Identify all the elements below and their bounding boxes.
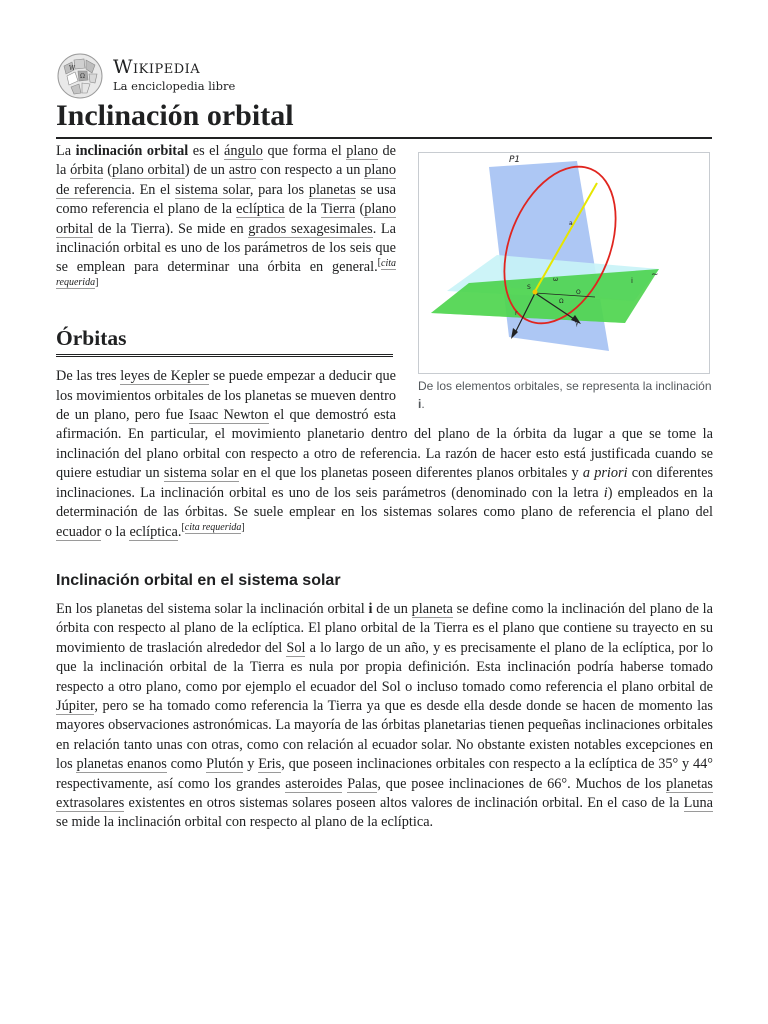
svg-text:Ω: Ω [80,73,85,80]
site-tagline: La enciclopedia libre [113,79,236,93]
label-o: O [576,289,581,296]
article-link[interactable]: Palas [347,775,378,792]
orbital-elements-image[interactable] [418,152,710,374]
article-content [56,142,713,833]
citation-needed[interactable]: [cita requerida] [181,521,245,533]
article-link[interactable]: planeta [411,600,453,617]
article-link[interactable]: Isaac Newton [188,407,269,424]
article-link[interactable]: plano [346,143,378,159]
label-gamma: γ [575,320,579,327]
article-link[interactable]: astro [228,162,257,179]
article-link[interactable]: eclíptica [129,523,178,540]
article-link[interactable]: plano de referencia [56,162,396,198]
label-tilde: ∼ [651,270,659,280]
orbital-elements-diagram [419,153,709,373]
article-link[interactable]: grados sexagesimales [248,220,373,237]
site-wordmark[interactable]: Wikipedia [113,56,201,78]
article-link[interactable]: planetas extrasolares [56,775,713,811]
article-link[interactable]: plano orbital [56,201,397,237]
label-omega: ω [553,276,559,283]
article-link[interactable]: Tierra [320,201,356,218]
figure-caption: De los elementos orbitales, se representa la inclinación i. [418,379,712,411]
article-link[interactable]: eclíptica [236,201,285,218]
section-heading-orbitas: Órbitas [56,324,393,357]
label-cap-omega: Ω [559,298,564,305]
citation-needed[interactable]: [cita requerida] [56,257,396,289]
label-r: r [515,310,518,317]
label-s: S [527,284,531,291]
figure-orbital-elements [418,142,713,413]
article-link[interactable]: ecuador [56,523,102,540]
label-a: a [569,220,573,227]
intro-paragraph: La inclinación orbital es el ángulo que forma el plano de la órbita (plano orbital) de un astro con respecto a un plano de referencia. En el sistema solar, para los planetas se usa como referencia el plano de la eclíptica de la Tierra (plano orbital de la Tierra). Se mide en grados sexagesimales. La inclinación orbital es uno de los parámetros de los seis que se emplean para determinar una órbita en general.[cita requerida] [56,143,397,289]
article-link[interactable]: órbita [70,162,104,179]
article-link[interactable]: Luna [683,794,713,811]
article-link[interactable]: Plutón [206,756,244,773]
article-link[interactable]: plano orbital [111,162,185,179]
article-link[interactable]: Eris [258,756,282,773]
section-heading-sistema-solar: Inclinación orbital en el sistema solar [56,571,341,589]
article-link[interactable]: asteroides [285,775,343,792]
orbitas-paragraph: De las tres leyes de Kepler se puede empezar a deducir que los movimientos orbitales de los planetas se mueven dentro de un plano, pero fue Isaac Newton el que demostró esta afirmación. En particular, el movimiento planetario dentro del plano de la órbita da lugar a que se tome la inclinación del plano orbital con respecto a otro de referencia. La razón de hacer esto está justificada cuando se quiere estudiar un sistema solar en el que los planetas poseen diferentes planos orbitales y a priori con diferentes inclinaciones. La inclinación orbital es uno de los seis parámetros (denominado con la letra i) empleados en la determinación de las órbitas. Se suele emplear en los sistemas solares como plano de referencia el plano del ecuador o la eclíptica.[cita requerida] [56,368,714,540]
article-link[interactable]: planetas enanos [76,756,167,773]
article-link[interactable]: leyes de Kepler [120,368,210,385]
page-title: Inclinación orbital [56,96,712,139]
article-link[interactable]: ángulo [224,143,263,159]
svg-text:W: W [69,65,76,72]
wikipedia-globe-logo[interactable] [56,52,104,100]
article-link[interactable]: sistema solar [175,181,250,198]
article-link[interactable]: sistema solar [163,465,239,482]
article-link[interactable]: planetas [308,181,356,198]
sistema-solar-paragraph: En los planetas del sistema solar la inclinación orbital i de un planeta se define como la inclinación del plano de la órbita con respecto al plano de la eclíptica. El plano orbital de la Tierra es el plano que contiene su trayecto en su movimiento de traslación alrededor del Sol a lo largo de un año, y es precisamente el plano de la eclíptica, por lo que la inclinación orbital de la Tierra es nula por propia definición. Esta inclinación podría haberse tomado respecto a otro plano, como por ejemplo el ecuador del Sol o incluso tomado como referencia el plano orbital de Júpiter, pero se ha tomado como referencia la Tierra ya que es desde ella desde donde se hacen de momento las mayores observaciones astronómicas. La mayoría de las órbitas planetarias tienen pequeñas inclinaciones orbitales en relación tanto unas con otras, como con relación al ecuador solar. No obstante existen notables excepciones en los planetas enanos como Plutón y Eris, que poseen inclinaciones orbitales con respecto a la eclíptica de 35° y 44° respectivamente, así como los grandes asteroides Palas, que posee inclinaciones de 66°. Muchos de los planetas extrasolares existentes en otros sistemas solares poseen altos valores de inclinación orbital. En el caso de la Luna se mide la inclinación orbital con respecto al plano de la eclíptica. [56,600,713,831]
label-i: i [631,277,633,285]
article-link[interactable]: Júpiter [56,697,95,714]
article-link[interactable]: Sol [286,639,306,656]
label-p1: P1 [509,155,521,165]
